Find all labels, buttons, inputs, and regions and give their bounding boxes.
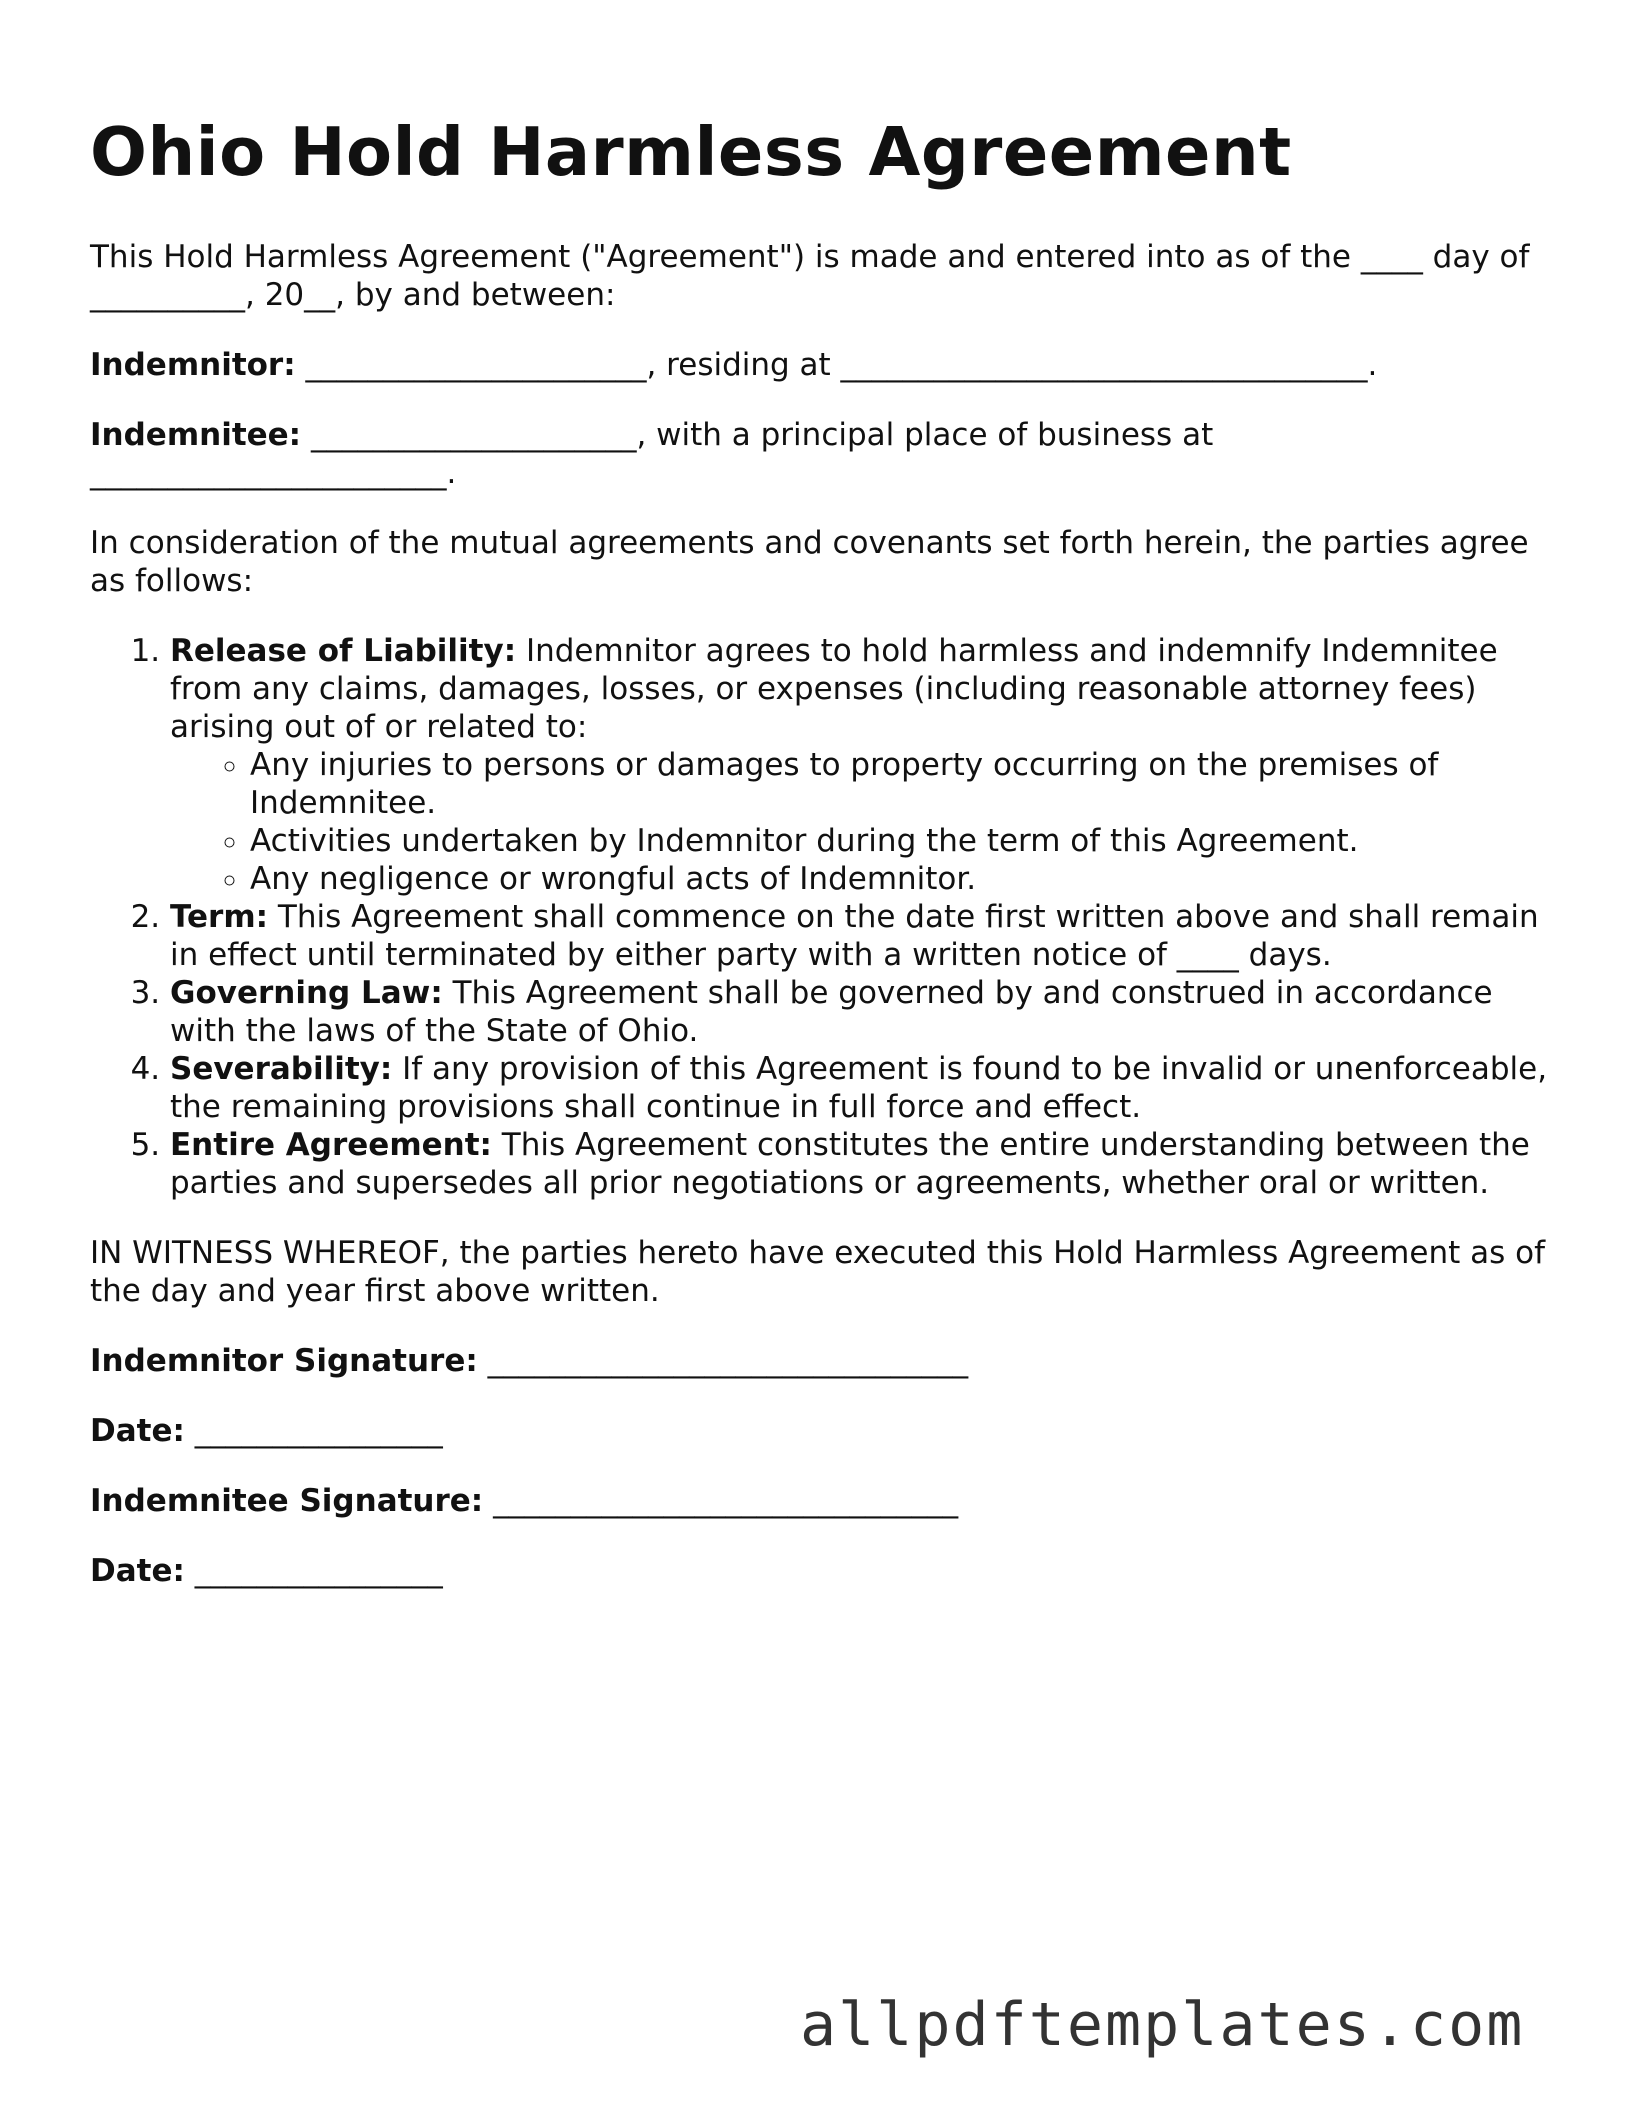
page-title: Ohio Hold Harmless Agreement [90, 113, 1292, 191]
indemnitee-signature-line [90, 1482, 1550, 1520]
term-entire-agreement [170, 1126, 1550, 1202]
term-label: Governing Law: [170, 975, 443, 1011]
list-item: ◦ Activities undertaken by Indemnitor during the term of this Agreement. [250, 822, 1550, 860]
term-text: Indemnitor agrees to hold harmless and indemnify Indemnitee from any claims, damages, losses, or expenses (including reasonable attorney fees) arising out of or related to: [170, 633, 1498, 745]
term-governing-law [170, 974, 1550, 1050]
signature-label: Indemnitee Signature: [90, 1483, 484, 1519]
indemnitor-text: ______________________, residing at __________________________________. [295, 347, 1378, 383]
indemnitor-line [90, 346, 1550, 384]
term-label: Entire Agreement: [170, 1127, 492, 1163]
indemnitee-label: Indemnitee: [90, 417, 302, 453]
term-text: If any provision of this Agreement is found to be invalid or unenforceable, the remaining provisions shall continue in full force and effect. [170, 1051, 1548, 1125]
term-severability [170, 1050, 1550, 1126]
indemnitee-line [90, 416, 1550, 492]
term-label: Release of Liability: [170, 633, 517, 669]
indemnitor-date-line [90, 1412, 1550, 1450]
indemnitee-date-line [90, 1552, 1550, 1590]
term-text: This Agreement constitutes the entire understanding between the parties and supersedes all prior negotiations or agreements, whether oral or written. [170, 1127, 1530, 1201]
term-label: Term: [170, 899, 269, 935]
site-watermark: allpdftemplates.com [800, 1990, 1525, 2060]
indemnitor-label: Indemnitor: [90, 347, 296, 383]
term-label: Severability: [170, 1051, 393, 1087]
signature-blank: ______________________________ [483, 1483, 959, 1519]
liability-sub-list [170, 746, 1550, 898]
terms-list [90, 632, 1550, 1202]
term-text: This Agreement shall commence on the date first written above and shall remain in effect until terminated by either party with a written notice of ____ days. [170, 899, 1539, 973]
date-label: Date: [90, 1553, 185, 1589]
date-blank: ________________ [184, 1553, 443, 1589]
document-page [90, 112, 1550, 1622]
term-release-of-liability [170, 632, 1550, 898]
date-blank: ________________ [184, 1413, 443, 1449]
signature-label: Indemnitor Signature: [90, 1343, 478, 1379]
consideration-paragraph: In consideration of the mutual agreements and covenants set forth herein, the parties agree as follows: [90, 525, 1529, 599]
term-term [170, 898, 1550, 974]
witness-paragraph: IN WITNESS WHEREOF, the parties hereto have executed this Hold Harmless Agreement as of the day and year first above written. [90, 1235, 1545, 1309]
term-text: This Agreement shall be governed by and construed in accordance with the laws of the State of Ohio. [170, 975, 1493, 1049]
signature-blank: _______________________________ [477, 1343, 969, 1379]
list-item: ◦ Any negligence or wrongful acts of Indemnitor. [250, 860, 1550, 898]
date-label: Date: [90, 1413, 185, 1449]
indemnitee-text: _____________________, with a principal place of business at _______________________. [90, 417, 1214, 491]
intro-paragraph: This Hold Harmless Agreement ("Agreement") is made and entered into as of the ____ day of __________, 20__, by and between: [90, 239, 1530, 313]
indemnitor-signature-line [90, 1342, 1550, 1380]
list-item: ◦ Any injuries to persons or damages to property occurring on the premises of Indemnitee. [250, 746, 1550, 822]
